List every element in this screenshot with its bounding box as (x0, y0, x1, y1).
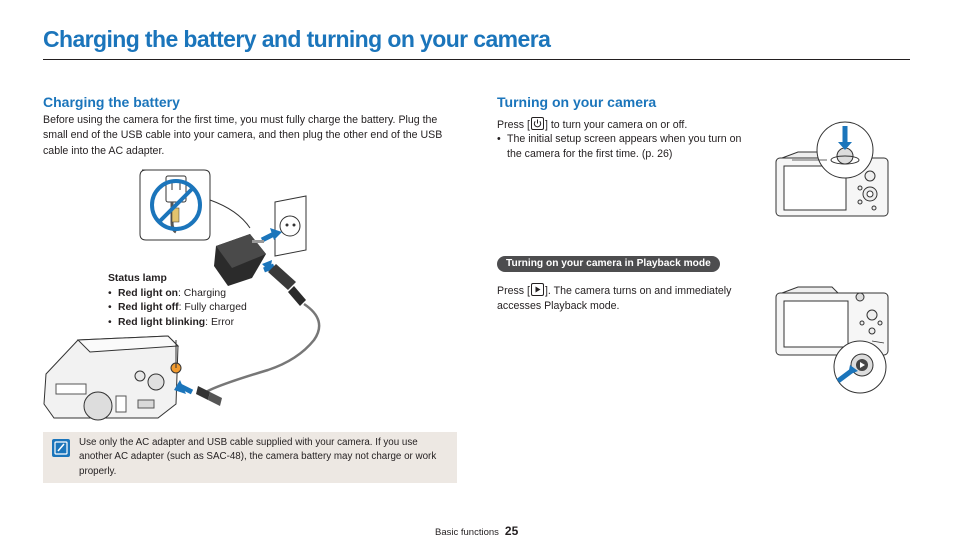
playback-instruction: Press [ ]. The camera turns on and immediately accesses Playback mode. (497, 285, 732, 312)
power-instruction: Press [ ] to turn your camera on or off. (497, 119, 688, 131)
page-footer (435, 524, 518, 538)
section-heading-power-on: Turning on your camera (497, 94, 657, 110)
note-icon (52, 439, 70, 457)
playback-mode-heading: Turning on your camera in Playback mode (497, 256, 720, 272)
charging-intro: Before using the camera for the first time, you must fully charge the battery. Plug the small end of the USB cable into your camera, and then plug the other end of the USB cable into the AC adapter. (43, 114, 443, 157)
no-other-charger-callout (140, 170, 250, 240)
title-divider (43, 59, 910, 60)
status-item-blinking: • Red light blinking: Error (108, 316, 278, 331)
power-icon (531, 117, 544, 130)
wall-outlet (275, 196, 306, 256)
camera-body (44, 336, 181, 420)
note-text: Use only the AC adapter and USB cable supplied with your camera. If you use another AC adapter (such as SAC-48), the camera battery may not charge or work properly. (79, 437, 437, 477)
micro-usb-plug (196, 386, 222, 406)
page-number: 25 (504, 524, 519, 538)
status-item-off: • Red light off: Fully charged (108, 301, 278, 316)
status-lamp-label: Status lamp (108, 273, 167, 284)
status-item-on: • Red light on: Charging (108, 287, 278, 302)
playback-button-illustration (772, 283, 892, 395)
status-lamp-legend (108, 272, 278, 330)
page-title: Charging the battery and turning on your camera (43, 26, 551, 52)
note-box (43, 432, 457, 483)
footer-section: Basic functions (435, 527, 499, 538)
section-heading-charging: Charging the battery (43, 94, 180, 110)
setup-screen-bullet: • The initial setup screen appears when you turn on the camera for the first time. (p. 26) (497, 133, 742, 160)
playback-icon (531, 283, 544, 296)
power-button-illustration (772, 118, 892, 230)
